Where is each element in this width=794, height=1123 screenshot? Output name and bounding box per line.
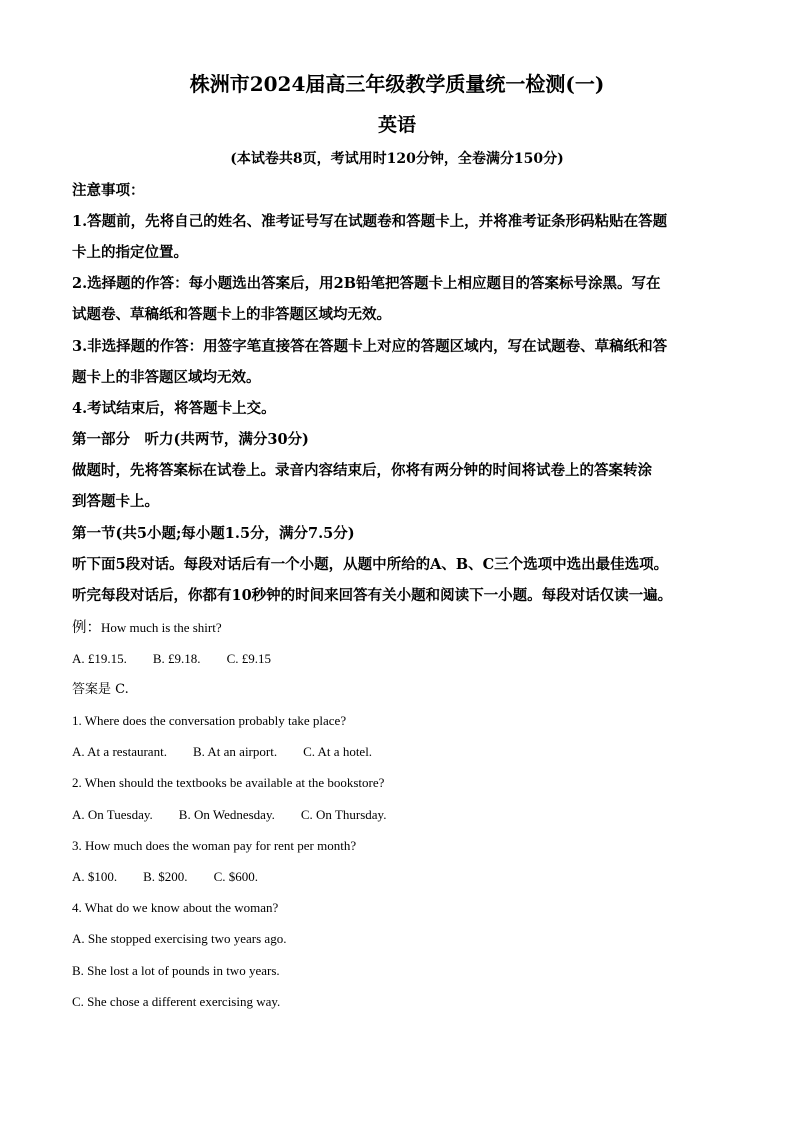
question-3-option-b: B. $200. (143, 869, 188, 884)
section1-instruction-line-1: 听下面5段对话。每段对话后有一个小题，从题中所给的A、B、C三个选项中选出最佳选项。 (72, 556, 669, 573)
exam-info: (本试卷共8页，考试用时120分钟，全卷满分150分) (230, 151, 564, 167)
question-1-option-b: B. At an airport. (192, 744, 278, 759)
notice-item-3-line-2: 题卡上的非答题区域均无效。 (72, 369, 261, 386)
example-option-b: B. £9.18. (152, 651, 201, 666)
example-question (72, 617, 732, 639)
notice-heading: 注意事项： (72, 182, 145, 199)
notice-item-2-line-2: 试题卷、草稿纸和答题卡上的非答题区域均无效。 (72, 306, 391, 323)
question-1-option-c: C. At a hotel. (303, 744, 373, 759)
example-label: 例： (72, 620, 101, 636)
section1-instruction-line-2: 听完每段对话后，你都有10秒钟的时间来回答有关小题和阅读下一小题。每段对话仅读一遍。 (72, 587, 673, 604)
subject-title: 英语 (377, 114, 416, 136)
question-2-option-a: A. On Tuesday. (72, 807, 153, 822)
question-3-stem: 3. How much does the woman pay for rent per month? (72, 838, 357, 853)
example-option-a: A. £19.15. (72, 651, 127, 666)
question-2-option-b: B. On Wednesday. (178, 807, 275, 822)
notice-item-1-line-2: 卡上的指定位置。 (72, 244, 188, 261)
question-1-stem: 1. Where does the conversation probably take place? (72, 713, 347, 728)
question-2-stem: 2. When should the textbooks be available at the bookstore? (72, 775, 385, 790)
exam-title: 株洲市2024届高三年级教学质量统一检测(一) (189, 72, 605, 96)
notice-item-4: 4.考试结束后，将答题卡上交。 (72, 400, 276, 417)
example-options (72, 648, 732, 670)
example-option-c: C. £9.15 (226, 651, 271, 666)
question-4-option-c: C. She chose a different exercising way. (72, 994, 281, 1009)
notice-item-2-line-1: 2.选择题的作答：每小题选出答案后，用2B铅笔把答题卡上相应题目的答案标号涂黑。写在 (72, 275, 661, 292)
notice-item-3-line-1: 3.非选择题的作答：用签字笔直接答在答题卡上对应的答题区域内，写在试题卷、草稿纸和答 (72, 338, 668, 355)
section1-heading: 第一节(共5小题;每小题1.5分，满分7.5分) (72, 525, 355, 542)
example-answer: 答案是 C. (72, 682, 129, 697)
question-1-option-a: A. At a restaurant. (72, 744, 167, 759)
part1-instruction-line-1: 做题时，先将答案标在试卷上。录音内容结束后，你将有两分钟的时间将试卷上的答案转涂 (72, 462, 652, 479)
part1-heading: 第一部分 听力(共两节，满分30分) (72, 431, 309, 448)
question-1-options (72, 741, 732, 763)
question-4-stem: 4. What do we know about the woman? (72, 900, 279, 915)
question-2-option-c: C. On Thursday. (300, 807, 387, 822)
question-4-option-a: A. She stopped exercising two years ago. (72, 931, 287, 946)
question-3-options (72, 866, 732, 888)
notice-item-1-line-1: 1.答题前，先将自己的姓名、准考证号写在试题卷和答题卡上，并将准考证条形码粘贴在答题 (72, 213, 668, 230)
question-4-option-b: B. She lost a lot of pounds in two years. (72, 963, 280, 978)
example-question-text: How much is the shirt? (101, 620, 222, 635)
question-2-options (72, 804, 732, 826)
question-3-option-a: A. $100. (72, 869, 118, 884)
question-3-option-c: C. $600. (213, 869, 258, 884)
part1-instruction-line-2: 到答题卡上。 (72, 493, 159, 510)
